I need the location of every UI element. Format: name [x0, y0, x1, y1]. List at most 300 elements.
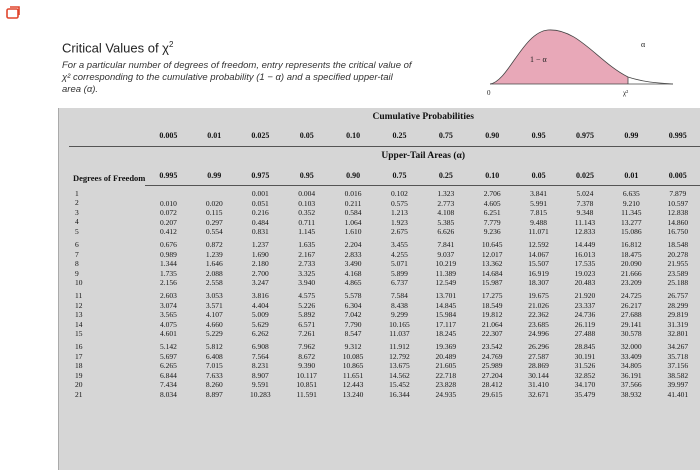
critical-value: 29.819: [667, 310, 689, 320]
critical-value: 0.584: [344, 208, 362, 218]
value-column-cell: [469, 288, 515, 339]
critical-value: 4.404: [251, 300, 269, 310]
critical-value: 26.296: [528, 341, 549, 351]
critical-value: 5.629: [251, 319, 269, 329]
critical-value: 0.216: [251, 208, 269, 218]
value-column-cell: [145, 339, 191, 400]
table-row-group: [69, 186, 700, 237]
critical-value: 22.718: [435, 370, 457, 380]
critical-value: 23.828: [435, 380, 457, 390]
critical-value: 7.042: [344, 310, 362, 320]
critical-value: 2.167: [298, 249, 316, 259]
critical-value: 31.526: [574, 361, 596, 371]
critical-value: 5.071: [391, 259, 408, 269]
critical-value: 4.107: [205, 310, 223, 320]
critical-value: 19.369: [435, 341, 457, 351]
alpha-header: 0.05: [515, 165, 561, 186]
critical-value: 9.591: [251, 380, 269, 390]
df-value: 17: [75, 351, 83, 361]
critical-value: 20.483: [574, 278, 596, 288]
critical-value: 2.088: [205, 268, 223, 278]
critical-value: 13.675: [389, 361, 410, 371]
critical-value: 0.831: [251, 227, 269, 237]
critical-value: 32.671: [528, 389, 549, 399]
critical-value: 1.213: [391, 208, 408, 218]
value-column-cell: [515, 186, 561, 237]
cumulative-probabilities-header: Cumulative Probabilities: [372, 112, 474, 122]
critical-value: 24.769: [481, 351, 503, 361]
critical-value: 11.143: [574, 217, 596, 227]
df-value: 9: [75, 268, 79, 278]
df-value: 15: [75, 329, 83, 339]
critical-value: 11.345: [621, 208, 642, 218]
critical-value: 1.064: [344, 217, 362, 227]
value-column-cell: [469, 339, 515, 400]
critical-value: 1.735: [159, 268, 177, 278]
header-row-upper-tail: [69, 147, 700, 166]
critical-value: 7.779: [483, 217, 501, 227]
critical-value: 1.239: [205, 249, 223, 259]
df-value: 14: [75, 319, 83, 329]
df-value: 8: [75, 259, 79, 269]
critical-value: 25.188: [667, 278, 689, 288]
critical-value: 31.410: [528, 380, 549, 390]
df-value: 1: [75, 188, 79, 198]
critical-value: 24.935: [435, 389, 457, 399]
critical-value: 16.750: [667, 227, 689, 237]
critical-value: 12.017: [481, 249, 503, 259]
critical-value: 41.401: [667, 389, 689, 399]
value-column-cell: [608, 186, 654, 237]
header-spacer: [69, 110, 145, 124]
cum-prob-header: 0.75: [423, 124, 469, 147]
value-column-cell: [284, 186, 330, 237]
critical-value: 6.408: [205, 351, 223, 361]
value-column-cell: [655, 288, 700, 339]
critical-value: 23.685: [528, 319, 549, 329]
critical-value: 2.180: [251, 259, 269, 269]
critical-value: 5.812: [205, 341, 223, 351]
critical-value: 30.191: [574, 351, 596, 361]
value-column-cell: [655, 339, 700, 400]
critical-value: 37.156: [667, 361, 689, 371]
critical-value: 11.591: [296, 389, 317, 399]
value-column-cell: [562, 339, 608, 400]
critical-value: 3.247: [251, 278, 269, 288]
df-cell: [69, 288, 145, 339]
critical-value: 3.490: [344, 259, 362, 269]
critical-value: 30.144: [528, 370, 549, 380]
value-column-cell: [237, 339, 283, 400]
critical-value: 35.718: [667, 351, 689, 361]
critical-value: 17.535: [574, 259, 596, 269]
critical-value: 34.805: [621, 361, 642, 371]
value-column-cell: [330, 237, 376, 288]
value-column-cell: [562, 288, 608, 339]
critical-value: 21.955: [667, 259, 689, 269]
critical-value: 12.592: [528, 239, 549, 249]
critical-value: 28.845: [574, 341, 596, 351]
critical-value: 23.337: [574, 300, 596, 310]
critical-value: 8.438: [391, 300, 408, 310]
header-row-cumulative: [69, 110, 700, 124]
critical-value: 20.090: [621, 259, 642, 269]
cum-prob-header: 0.995: [655, 124, 700, 147]
table-row-group: [69, 288, 700, 339]
critical-value: 32.000: [621, 341, 642, 351]
critical-value: 24.996: [528, 329, 549, 339]
critical-value: [145, 189, 191, 199]
critical-value: 38.582: [667, 370, 689, 380]
distribution-curve-fill: [490, 30, 673, 84]
value-column-cell: [284, 237, 330, 288]
critical-value: 0.412: [159, 227, 177, 237]
critical-value: 3.455: [391, 239, 408, 249]
critical-value: 7.584: [391, 290, 408, 300]
value-column-cell: [608, 339, 654, 400]
value-column-cell: [562, 237, 608, 288]
critical-value: 3.074: [159, 300, 177, 310]
critical-value: 11.389: [435, 268, 457, 278]
critical-value: 20.489: [435, 351, 457, 361]
critical-value: 4.075: [159, 319, 177, 329]
critical-value: 23.542: [481, 341, 503, 351]
critical-value: 4.255: [391, 249, 408, 259]
critical-value: 14.684: [481, 268, 503, 278]
critical-value: 32.801: [667, 329, 689, 339]
critical-value: 6.908: [251, 341, 269, 351]
cum-prob-header: 0.25: [376, 124, 422, 147]
critical-value: 16.013: [574, 249, 596, 259]
critical-value: 5.578: [344, 290, 362, 300]
critical-value: 3.841: [530, 189, 548, 198]
critical-value: 7.962: [298, 341, 316, 351]
critical-value: 3.565: [159, 310, 177, 320]
critical-value: 11.651: [342, 370, 364, 380]
critical-value: 10.851: [296, 380, 318, 390]
value-column-cell: [376, 339, 422, 400]
critical-value: 0.020: [205, 198, 223, 208]
df-value: 13: [75, 310, 83, 320]
critical-value: 4.605: [483, 198, 501, 208]
critical-value: 14.449: [574, 239, 596, 249]
alpha-header: 0.99: [191, 165, 237, 186]
critical-value: 18.548: [667, 239, 689, 249]
cum-prob-header: 0.01: [191, 124, 237, 147]
critical-value: 13.277: [621, 217, 642, 227]
critical-value: 33.409: [621, 351, 642, 361]
critical-value: 28.869: [528, 361, 549, 371]
upper-tail-areas-header: Upper-Tail Areas (α): [381, 151, 465, 161]
value-column-cell: [376, 237, 422, 288]
value-column-cell: [423, 186, 469, 237]
critical-value: 12.838: [667, 208, 689, 218]
critical-value: 13.240: [342, 389, 364, 399]
critical-value: 9.488: [530, 217, 548, 227]
value-column-cell: [145, 186, 191, 237]
critical-value: 2.558: [205, 278, 223, 288]
critical-value: 0.004: [298, 189, 316, 198]
critical-value: 10.117: [296, 370, 317, 380]
app-logo-icon: [6, 6, 20, 20]
critical-value: 0.115: [205, 208, 223, 218]
critical-value: 3.816: [251, 290, 269, 300]
critical-value: 18.245: [435, 329, 457, 339]
critical-value: 7.015: [205, 361, 223, 371]
critical-value: 16.344: [389, 389, 410, 399]
alpha-header: 0.005: [655, 165, 700, 186]
critical-value: 5.892: [298, 310, 316, 320]
critical-value: 1.344: [159, 259, 177, 269]
critical-value: 12.443: [342, 380, 364, 390]
upper-tail-area: [628, 77, 673, 84]
value-column-cell: [237, 186, 283, 237]
critical-value: 27.587: [528, 351, 549, 361]
df-value: 21: [75, 389, 83, 399]
df-value: 5: [75, 226, 79, 236]
critical-value: 8.907: [251, 370, 269, 380]
critical-value: 34.267: [667, 341, 689, 351]
critical-value: 5.697: [159, 351, 177, 361]
critical-value: 9.299: [391, 310, 408, 320]
critical-value: 0.554: [205, 227, 223, 237]
critical-value: 10.597: [667, 198, 689, 208]
value-column-cell: [655, 186, 700, 237]
value-column-cell: [284, 288, 330, 339]
critical-value: 37.566: [621, 380, 642, 390]
critical-value: 2.773: [437, 198, 455, 208]
critical-value: 9.390: [298, 361, 316, 371]
chi-square-label: χ²: [623, 89, 629, 97]
critical-value: 10.645: [481, 239, 503, 249]
value-column-cell: [376, 186, 422, 237]
critical-value: 6.571: [298, 319, 316, 329]
critical-value: 7.633: [205, 370, 223, 380]
critical-value: 34.170: [574, 380, 596, 390]
value-column-cell: [191, 288, 237, 339]
table-row-group: [69, 339, 700, 400]
df-value: 19: [75, 370, 83, 380]
critical-value: 1.646: [205, 259, 223, 269]
critical-value: 17.117: [435, 319, 457, 329]
critical-value: 5.899: [391, 268, 408, 278]
value-column-cell: [237, 237, 283, 288]
critical-value: 2.204: [344, 239, 362, 249]
value-column-cell: [237, 288, 283, 339]
area-label: 1 − α: [530, 55, 547, 64]
df-value: 11: [75, 290, 83, 300]
alpha-header: 0.01: [608, 165, 654, 186]
critical-value: 0.211: [344, 198, 362, 208]
critical-value: 0.016: [344, 189, 362, 198]
critical-value: 8.034: [159, 389, 177, 399]
critical-value: 13.362: [481, 259, 503, 269]
critical-value: 10.219: [435, 259, 457, 269]
critical-value: 12.792: [389, 351, 410, 361]
critical-value: 6.265: [159, 361, 177, 371]
critical-value: 0.575: [391, 198, 408, 208]
critical-value: 29.141: [621, 319, 642, 329]
critical-value: 7.564: [251, 351, 269, 361]
critical-value: 10.865: [342, 361, 364, 371]
critical-value: 8.547: [344, 329, 362, 339]
alpha-header: 0.10: [469, 165, 515, 186]
critical-value: 0.072: [159, 208, 177, 218]
critical-value: 18.307: [528, 278, 549, 288]
critical-value: 35.479: [574, 389, 596, 399]
critical-value: 13.701: [435, 290, 457, 300]
critical-value: 0.676: [159, 239, 177, 249]
critical-value: 18.549: [481, 300, 503, 310]
critical-value: 18.475: [621, 249, 642, 259]
value-column-cell: [330, 186, 376, 237]
critical-value: 25.989: [481, 361, 503, 371]
value-column-cell: [376, 288, 422, 339]
critical-value: 6.844: [159, 370, 177, 380]
critical-value: 0.711: [298, 217, 316, 227]
critical-value: 0.001: [251, 189, 269, 198]
value-column-cell: [330, 288, 376, 339]
critical-value: 16.919: [528, 268, 549, 278]
critical-value: 21.920: [574, 290, 596, 300]
critical-value: 38.932: [621, 389, 642, 399]
critical-value: 1.923: [391, 217, 408, 227]
alpha-header: 0.95: [284, 165, 330, 186]
critical-value: 26.217: [621, 300, 642, 310]
critical-value: 0.103: [298, 198, 316, 208]
origin-label: 0: [487, 89, 491, 97]
critical-value: 2.675: [391, 227, 408, 237]
value-column-cell: [145, 237, 191, 288]
table-row-group: [69, 237, 700, 288]
critical-value: 24.725: [621, 290, 642, 300]
cum-prob-header: 0.95: [515, 124, 561, 147]
critical-value: 21.605: [435, 361, 457, 371]
critical-value: 0.051: [251, 198, 269, 208]
table-description: For a particular number of degrees of freedom, entry represents the critical value of χ² corresponding to the cumulative probability (1 − α) and a specified upper-tail area (α).: [62, 60, 412, 95]
critical-value: 0.207: [159, 217, 177, 227]
value-column-cell: [423, 237, 469, 288]
critical-value: 36.191: [621, 370, 642, 380]
critical-value: 24.736: [574, 310, 596, 320]
critical-value: 6.262: [251, 329, 269, 339]
value-column-cell: [469, 237, 515, 288]
critical-values-table-sheet: [58, 108, 700, 470]
df-value: 6: [75, 239, 79, 249]
critical-value: 1.690: [251, 249, 269, 259]
critical-value: 19.023: [574, 268, 596, 278]
header-row-cum-probs: [69, 124, 700, 147]
critical-value: 5.385: [437, 217, 455, 227]
critical-value: 9.236: [483, 227, 501, 237]
critical-value: 19.812: [481, 310, 503, 320]
alpha-header: 0.75: [376, 165, 422, 186]
alpha-header: 0.25: [423, 165, 469, 186]
critical-value: 7.790: [344, 319, 362, 329]
cum-prob-header: 0.90: [469, 124, 515, 147]
critical-value: 12.833: [574, 227, 596, 237]
value-column-cell: [191, 339, 237, 400]
header-spacer: [69, 124, 145, 147]
page-title: Critical Values of $\chi^2$: [62, 40, 174, 56]
critical-value: 3.940: [298, 278, 316, 288]
critical-value: 9.312: [344, 341, 362, 351]
critical-value: 11.037: [389, 329, 410, 339]
critical-value: 9.210: [622, 198, 640, 208]
critical-value: 0.010: [159, 198, 177, 208]
critical-value: 26.757: [667, 290, 689, 300]
critical-value: 5.991: [530, 198, 548, 208]
critical-value: 2.603: [159, 290, 177, 300]
critical-value: 6.626: [437, 227, 455, 237]
cum-prob-header: 0.975: [562, 124, 608, 147]
critical-value: 26.119: [574, 319, 596, 329]
df-cell: [69, 186, 145, 237]
critical-value: 0.872: [205, 239, 223, 249]
critical-value: 5.009: [251, 310, 269, 320]
value-column-cell: [655, 237, 700, 288]
critical-value: 7.378: [576, 198, 594, 208]
critical-value: 8.231: [251, 361, 269, 371]
critical-value: 11.071: [528, 227, 549, 237]
critical-value: 0.102: [391, 189, 408, 198]
critical-value: 0.297: [205, 217, 223, 227]
critical-value: 14.860: [667, 217, 689, 227]
critical-value: 15.086: [621, 227, 642, 237]
value-column-cell: [562, 186, 608, 237]
cum-prob-header: 0.10: [330, 124, 376, 147]
critical-value: 4.108: [437, 208, 455, 218]
critical-value: 23.209: [621, 278, 642, 288]
df-value: 3: [75, 207, 79, 217]
critical-value: 29.615: [481, 389, 503, 399]
critical-value: 4.660: [205, 319, 223, 329]
critical-value: 2.706: [483, 189, 501, 198]
critical-value: 14.562: [389, 370, 410, 380]
critical-value: 6.737: [391, 278, 408, 288]
critical-value: 9.348: [576, 208, 594, 218]
critical-value: 12.549: [435, 278, 457, 288]
critical-value: 19.675: [528, 290, 549, 300]
alpha-header: 0.995: [145, 165, 191, 186]
alpha-header: 0.975: [237, 165, 283, 186]
df-value: 7: [75, 249, 79, 259]
value-column-cell: [608, 237, 654, 288]
df-value: 20: [75, 380, 83, 390]
critical-value: 8.897: [205, 389, 223, 399]
critical-value: 10.085: [342, 351, 364, 361]
critical-value: 21.026: [528, 300, 549, 310]
critical-value: 16.812: [621, 239, 642, 249]
value-column-cell: [145, 288, 191, 339]
critical-value: 17.275: [481, 290, 503, 300]
critical-value: 6.304: [344, 300, 362, 310]
critical-value: 32.852: [574, 370, 596, 380]
critical-value: 2.833: [344, 249, 362, 259]
critical-value: 6.251: [483, 208, 501, 218]
critical-value: 1.635: [298, 239, 316, 249]
critical-value: 10.165: [389, 319, 410, 329]
critical-value: 39.997: [667, 380, 689, 390]
tail-label: α: [641, 40, 646, 49]
critical-value: 4.865: [344, 278, 362, 288]
alpha-header: 0.90: [330, 165, 376, 186]
critical-value: 7.434: [159, 380, 177, 390]
value-column-cell: [515, 237, 561, 288]
critical-value: 15.452: [389, 380, 410, 390]
critical-value: 7.841: [437, 239, 455, 249]
critical-value: 6.635: [622, 189, 640, 198]
